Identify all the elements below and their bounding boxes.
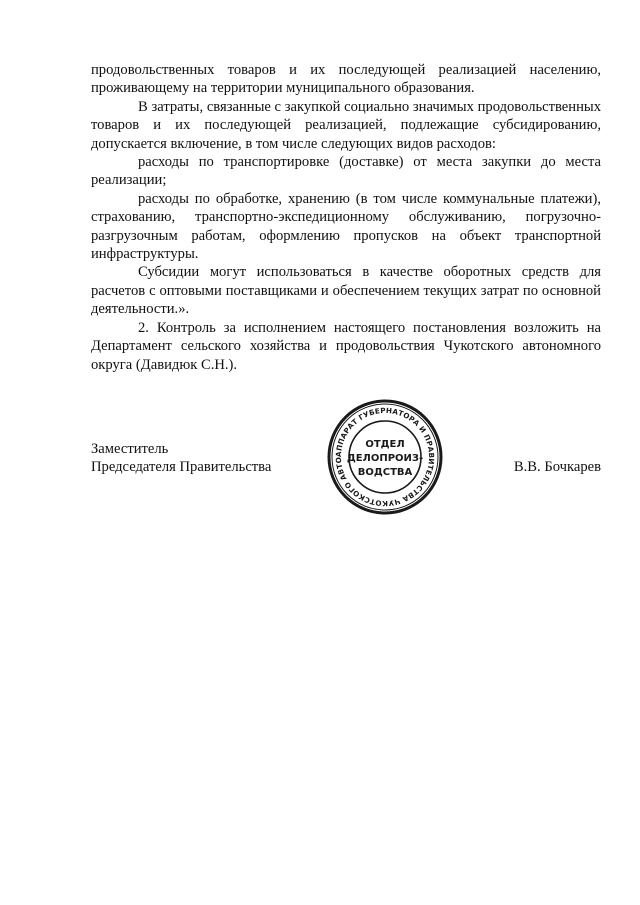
signatory-title-line-1: Заместитель (91, 441, 169, 457)
document-body (91, 61, 601, 374)
stamp-seal-icon (326, 398, 444, 516)
paragraph-4: расходы по обработке, хранению (в том числе коммунальные платежи), страхованию, транспортно-экспедиционному обслуживанию, погрузочно-разгрузочным работам, оформлению пропусков на объект транспортной инфраструктуры. (91, 190, 601, 263)
stamp-center-line-2: ДЕЛОПРОИЗ- (346, 453, 424, 464)
stamp-center-line-3: ВОДСТВА (357, 467, 413, 478)
paragraph-3: расходы по транспортировке (доставке) от места закупки до места реализации; (91, 154, 601, 189)
stamp-ring-text: АППАРАТ ГУБЕРНАТОРА И ПРАВИТЕЛЬСТВА ЧУКОТСКОГО АВТО (333, 405, 437, 509)
stamp-center-line-1: ОТДЕЛ (365, 439, 405, 450)
paragraph-1: продовольственных товаров и их последующей реализацией населению, проживающему на территории муниципального образования. (91, 62, 601, 97)
paragraph-2: В затраты, связанные с закупкой социально значимых продовольственных товаров и их последующей реализацией, подлежащие субсидированию, допускается включение, в том числе следующих видов расходов: (91, 98, 601, 152)
official-stamp (326, 398, 444, 516)
paragraph-5: Субсидии могут использоваться в качестве оборотных средств для расчетов с оптовыми поставщиками и обеспечением текущих затрат по основной деятельности.». (91, 264, 601, 318)
signatory-name: В.В. Бочкарев (513, 459, 601, 475)
signatory-title-line-2: Председателя Правительства (91, 459, 272, 475)
paragraph-6: 2. Контроль за исполнением настоящего постановления возложить на Департамент сельского хозяйства и продовольствия Чукотского автономного округа (Давидюк С.Н.). (91, 319, 601, 373)
